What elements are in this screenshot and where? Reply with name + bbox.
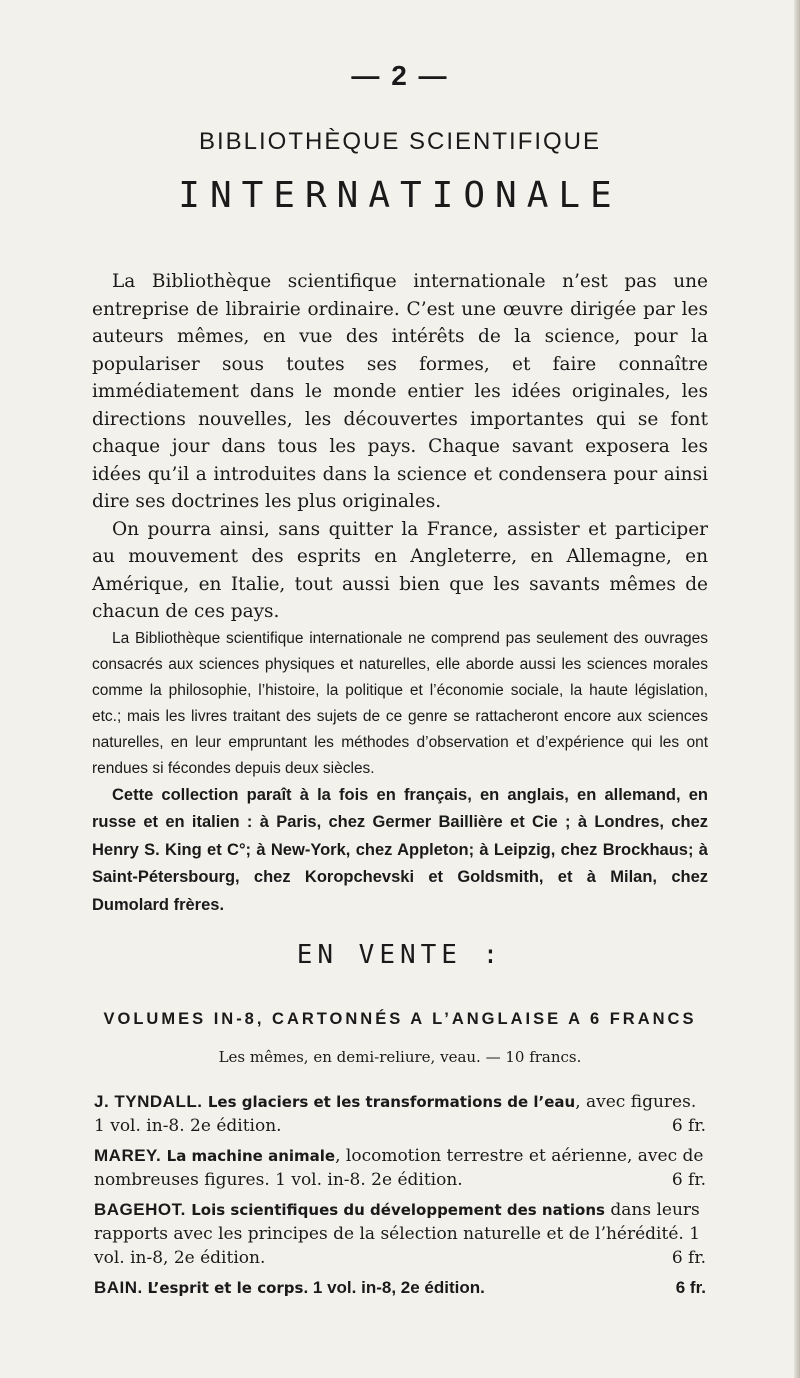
entry-title: Lois scientifiques du développement des nations	[191, 1201, 605, 1219]
intro-paragraph: La Bibliothèque scientifique internationale ne comprend pas seulement des ouvrages consacrés aux sciences physiques et naturelles, elle aborde aussi les sciences morales comme la philosophie, l’histoire, la politique et l’économie sociale, la haute législation, etc.; mais les livres traitant des sujets de ce genre se rattacheront encore aux sciences naturelles, en leur empruntant les méthodes d’observation et d’expérience qui les ont rendues si fécondes depuis deux siècles.	[92, 629, 708, 777]
entry-author: BAGEHOT.	[94, 1200, 186, 1219]
page-number: — 2 —	[351, 60, 449, 91]
entry-details: dans leurs rapports avec les principes de la sélection naturelle et de l’hérédité. 1 vol. in-8, 2e édition.	[94, 1200, 701, 1268]
catalogue-entry	[94, 1276, 706, 1300]
catalogue-list	[94, 1090, 706, 1306]
entry-details: , locomotion terrestre et aérienne, avec de nombreuses figures. 1 vol. in-8. 2e édition.	[94, 1146, 704, 1190]
catalogue-entry	[94, 1198, 706, 1270]
half-binding-note: Les mêmes, en demi-reliure, veau. — 10 francs.	[218, 1048, 582, 1066]
entry-title: Les glaciers et les transformations de l’eau	[207, 1093, 576, 1111]
volumes-format-note: VOLUMES IN-8, CARTONNÉS A L’ANGLAISE A 6 FRANCS	[103, 1010, 697, 1028]
entry-author: MAREY.	[94, 1146, 162, 1165]
entry-title: La machine animale	[166, 1147, 336, 1165]
intro-paragraph: Cette collection paraît à la fois en français, en anglais, en allemand, en russe et en italien : à Paris, chez Germer Baillière et Cie ; à Londres, chez Henry S. King et C°; à New-York, chez Appleton; à Leipzig, chez Brockhaus; à Saint-Pétersbourg, chez Koropchevski et Goldsmith, et à Milan, chez Dumolard frères.	[92, 785, 708, 914]
entry-price: 6 fr.	[671, 1248, 706, 1268]
entry-author: BAIN.	[94, 1278, 143, 1297]
catalogue-entry	[94, 1144, 706, 1192]
entry-details: , avec figures. 1 vol. in-8. 2e édition.	[94, 1092, 697, 1136]
entry-price: 6 fr.	[671, 1170, 706, 1190]
sale-heading: EN VENTE :	[296, 940, 504, 970]
series-title-line1: BIBLIOTHÈQUE SCIENTIFIQUE	[198, 128, 602, 155]
intro-paragraph: La Bibliothèque scientifique internationale n’est pas une entreprise de librairie ordinaire. C’est une œuvre dirigée par les auteurs mêmes, en vue des intérêts de la science, pour la populariser sous toutes ses formes, et faire connaître immédiatement dans le monde entier les idées originales, les directions nouvelles, les découvertes importantes qui se font chaque jour dans tous les pays. Chaque savant exposera les idées qu’il a introduites dans la science et condensera pour ainsi dire ses doctrines les plus originales.	[92, 271, 708, 512]
entry-title: L’esprit et le corps	[147, 1279, 304, 1297]
entry-price: 6 fr.	[671, 1116, 706, 1136]
intro-text	[92, 268, 708, 919]
entry-details: . 1 vol. in-8, 2e édition.	[303, 1278, 485, 1297]
intro-paragraph: On pourra ainsi, sans quitter la France, assister et participer au mouvement des esprits en Angleterre, en Allemagne, en Amérique, en Italie, tout aussi bien que les savants mêmes de chacun de ces pays.	[92, 518, 708, 622]
series-title-line2: INTERNATIONALE	[178, 175, 622, 216]
entry-price: 6 fr.	[675, 1278, 706, 1297]
entry-author: J. TYNDALL.	[94, 1092, 203, 1111]
catalogue-entry	[94, 1090, 706, 1138]
